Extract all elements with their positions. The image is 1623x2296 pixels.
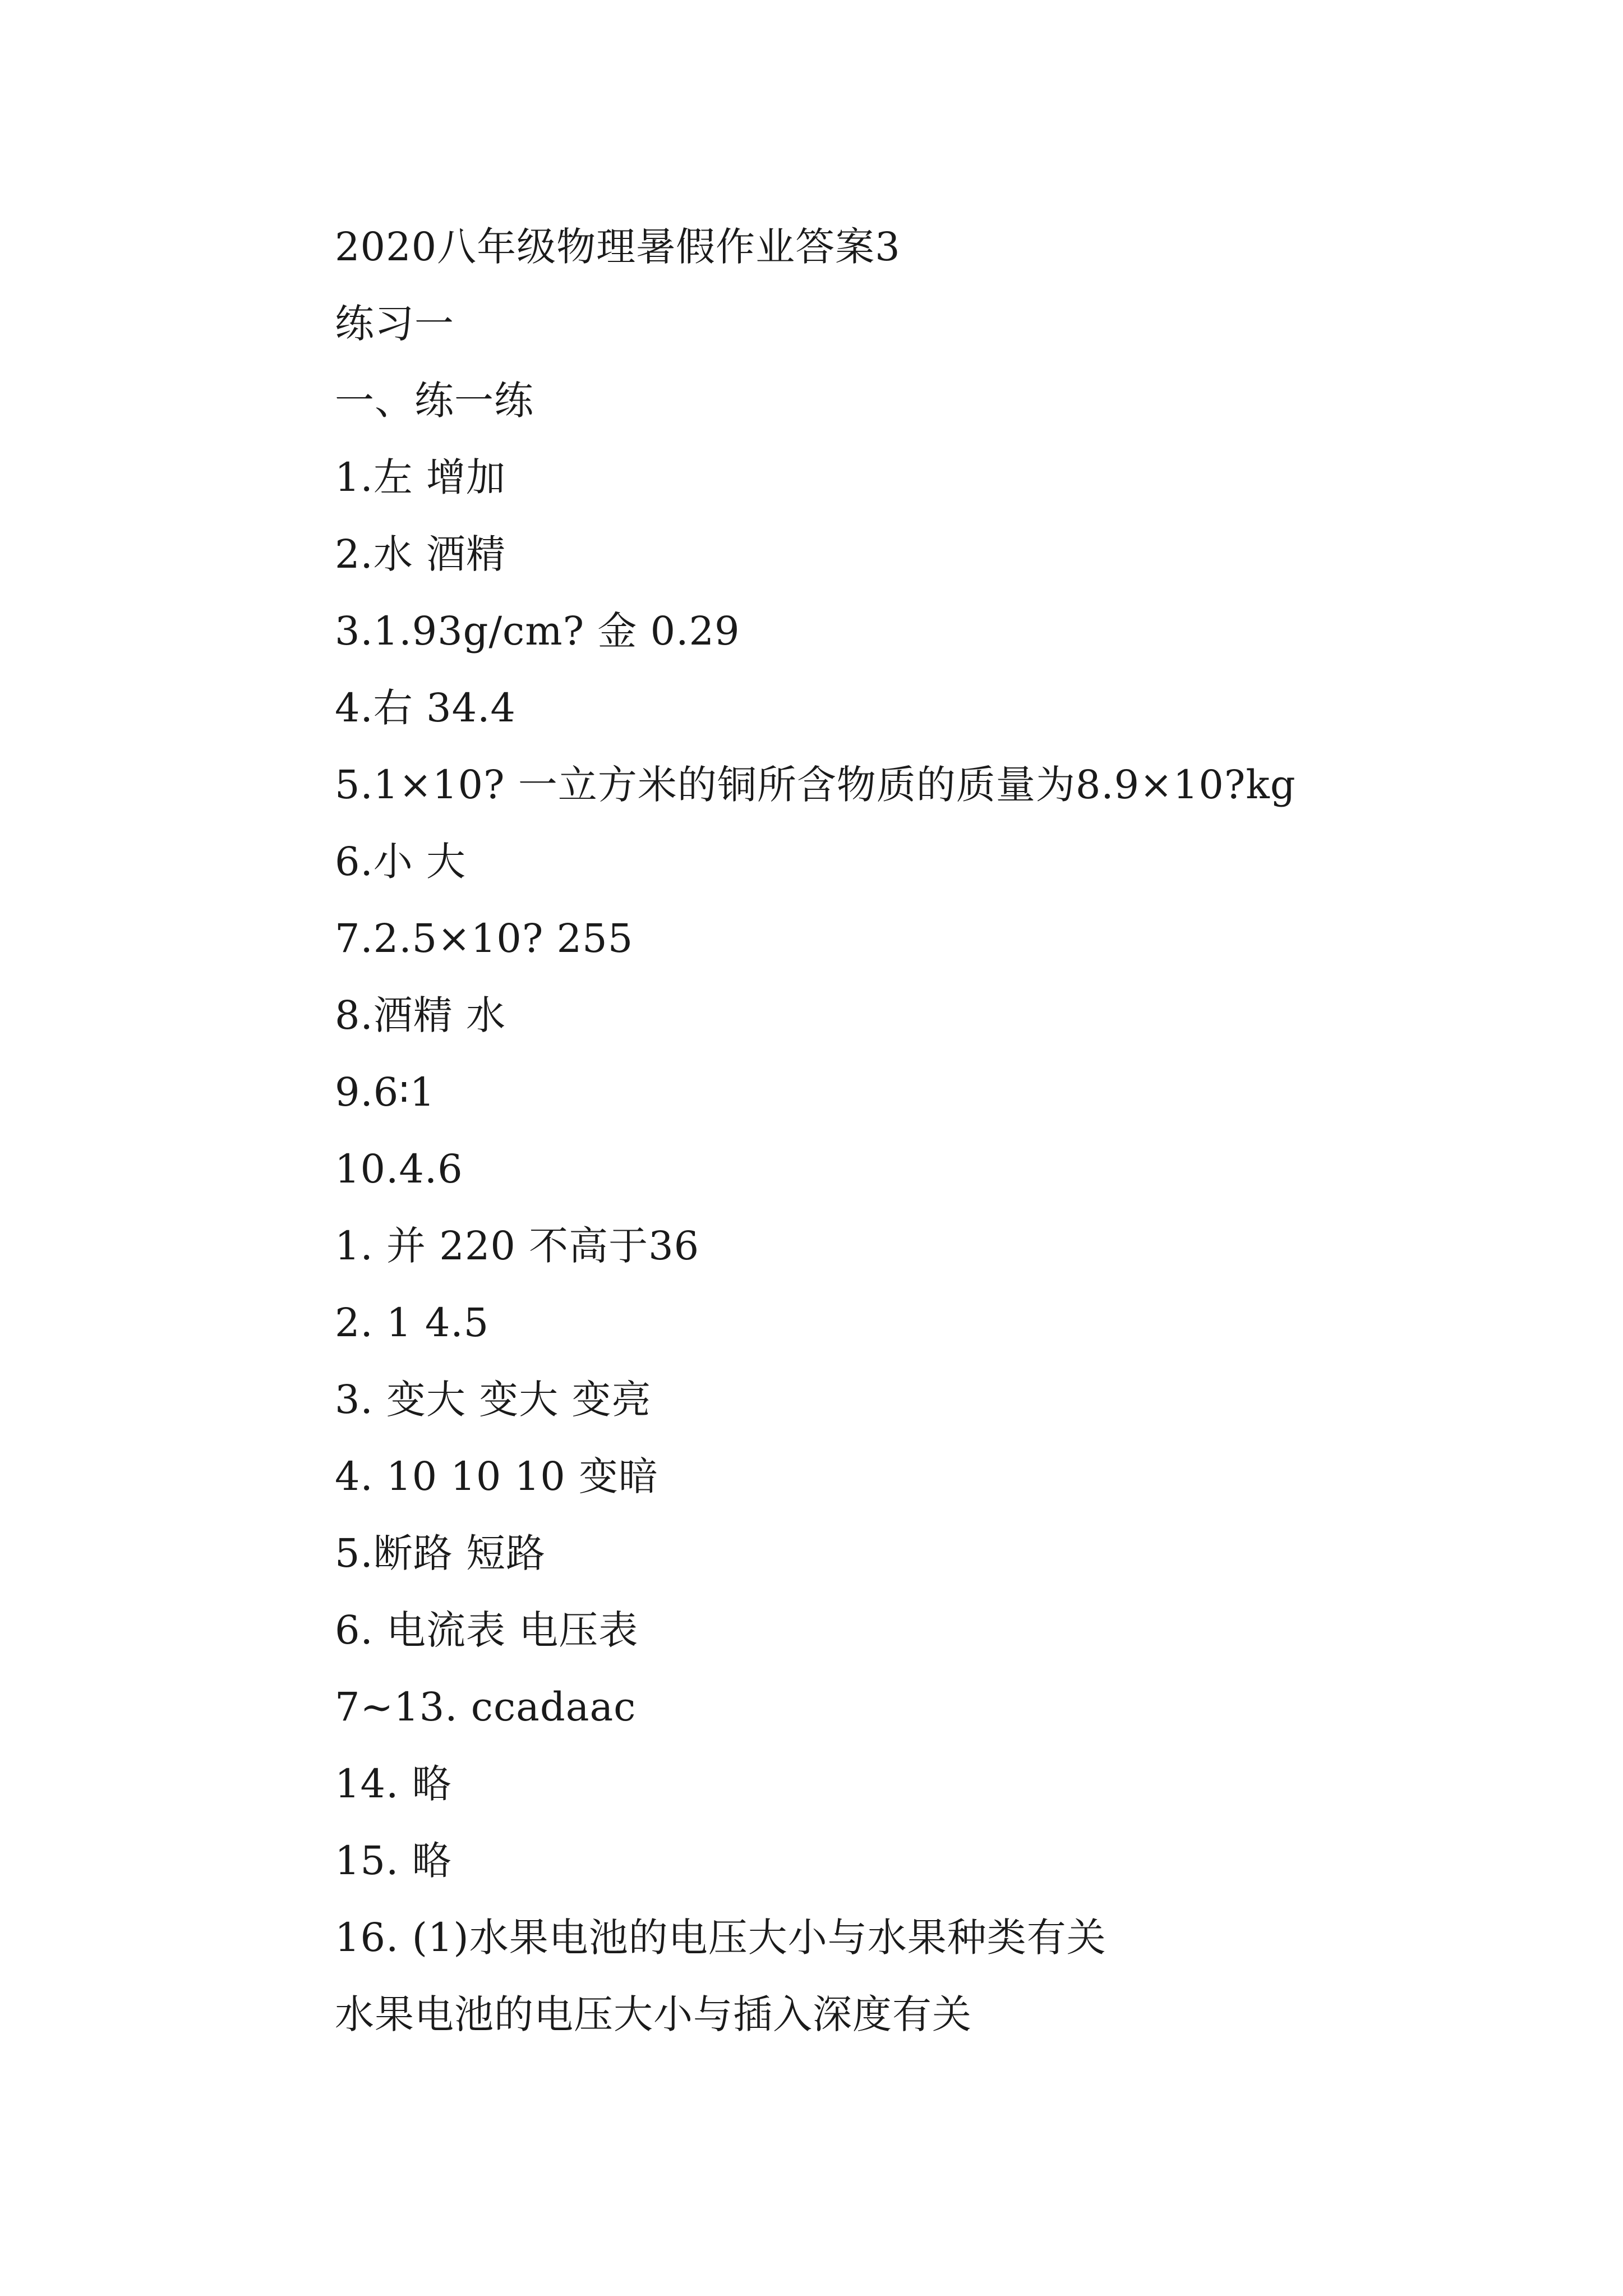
answer-line: 14. 略	[335, 1761, 452, 1807]
answer-line: 8.酒精 水	[335, 992, 506, 1038]
answer-line: 7~13. ccadaac	[335, 1684, 637, 1730]
answer-line: 2. 1 4.5	[335, 1300, 490, 1346]
answer-line: 9.6∶1	[335, 1069, 436, 1115]
answer-line: 16. (1)水果电池的电压大小与水果种类有关	[335, 1915, 1106, 1961]
document-title: 2020八年级物理暑假作业答案3	[335, 224, 901, 270]
answer-line: 4. 10 10 10 变暗	[335, 1453, 659, 1499]
answer-line: 6.小 大	[335, 839, 467, 885]
answer-line: 5.断路 短路	[335, 1530, 546, 1576]
answer-line: 5.1×10? 一立方米的铜所含物质的质量为8.9×10?kg	[335, 762, 1296, 808]
answer-line: 4.右 34.4	[335, 685, 516, 731]
subsection-heading: 一、练一练	[335, 378, 534, 424]
document-content	[335, 209, 1569, 2053]
section-heading: 练习一	[335, 301, 454, 347]
answer-line: 2.水 酒精	[335, 531, 506, 577]
answer-line: 水果电池的电压大小与插入深度有关	[335, 1991, 972, 2037]
answer-line: 3. 变大 变大 变亮	[335, 1377, 652, 1423]
answer-line: 3.1.93g/cm? 金 0.29	[335, 608, 740, 654]
answer-line: 6. 电流表 电压表	[335, 1607, 639, 1653]
answer-line: 15. 略	[335, 1838, 452, 1884]
answer-line: 10.4.6	[335, 1146, 463, 1192]
answer-line: 1.左 增加	[335, 454, 506, 500]
answer-line: 7.2.5×10? 255	[335, 915, 634, 961]
answer-line: 1. 并 220 不高于36	[335, 1223, 700, 1269]
